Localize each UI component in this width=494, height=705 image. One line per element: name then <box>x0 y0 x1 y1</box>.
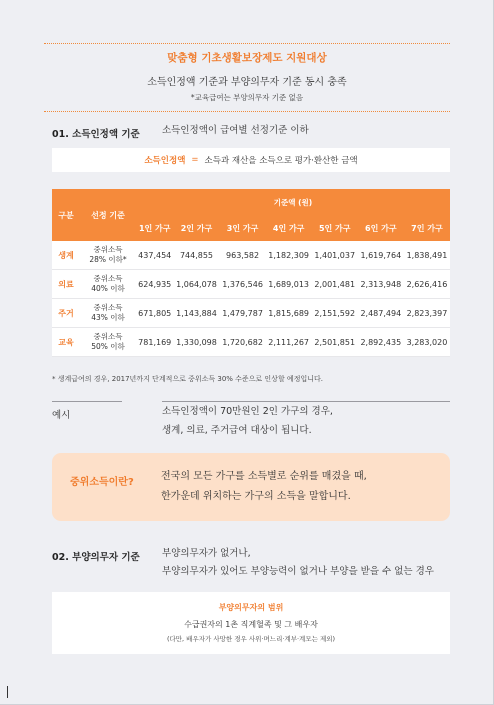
definition-keyword: 소득인정액 <box>144 156 186 166</box>
selection-basis-line: 28% 이하* <box>89 255 127 264</box>
example-text <box>162 402 333 440</box>
selection-basis <box>80 299 136 328</box>
definition-box <box>52 148 450 172</box>
definition-equals: = <box>191 155 199 165</box>
table-row <box>52 299 450 328</box>
amount-cell: 2,626,416 <box>404 270 450 299</box>
table-row <box>52 241 450 270</box>
amount-cell: 2,823,397 <box>404 299 450 328</box>
benefit-category: 교육 <box>52 328 80 357</box>
selection-basis <box>80 328 136 357</box>
crop-mark <box>7 686 8 698</box>
selection-basis-line: 중위소득 <box>93 332 123 341</box>
dependents-heading: 부양의무자의 범위 <box>218 603 284 612</box>
amount-cell: 1,689,013 <box>266 270 312 299</box>
callout-answer <box>161 467 367 507</box>
section2-text <box>162 545 434 581</box>
selection-basis-line: 43% 이하 <box>91 313 125 322</box>
example-line-2: 생계, 의료, 주거급여 대상이 됩니다. <box>162 425 312 436</box>
section1-text: 소득인정액이 급여별 선정기준 이하 <box>162 125 309 136</box>
amount-cell: 437,454 <box>136 241 173 270</box>
callout-question: 중위소득이란? <box>70 477 134 488</box>
callout-line-2: 한가운데 위치하는 가구의 소득을 말합니다. <box>161 491 351 502</box>
selection-basis <box>80 270 136 299</box>
table-footnote: * 생계급여의 경우, 2017년까지 단계적으로 중위소득 30% 수준으로 인상할 예정입니다. <box>52 375 323 383</box>
household-header-4: 4인 가구 <box>266 215 312 241</box>
amount-cell: 1,330,098 <box>173 328 219 357</box>
selection-basis-line: 40% 이하 <box>91 284 125 293</box>
household-header-1: 1인 가구 <box>136 215 173 241</box>
header-bottom-divider <box>44 111 450 112</box>
definition-text: 소득과 재산을 소득으로 평가·환산한 금액 <box>204 156 358 166</box>
amount-cell: 624,935 <box>136 270 173 299</box>
median-income-callout <box>52 453 450 521</box>
amount-cell: 2,892,435 <box>358 328 404 357</box>
amount-cell: 671,805 <box>136 299 173 328</box>
amount-cell: 2,501,851 <box>312 328 358 357</box>
amount-cell: 2,313,948 <box>358 270 404 299</box>
example-line-1: 소득인정액이 70만원인 2인 가구의 경우, <box>162 406 333 417</box>
amount-cell: 1,720,682 <box>220 328 266 357</box>
table-row <box>52 270 450 299</box>
amount-cell: 2,151,592 <box>312 299 358 328</box>
dependents-box <box>52 592 450 654</box>
selection-basis <box>80 241 136 270</box>
selection-basis-line: 중위소득 <box>93 245 123 254</box>
section2-heading: 02. 부양의무자 기준 <box>52 552 140 563</box>
dependents-line-1: 수급권자의 1촌 직계혈족 및 그 배우자 <box>184 620 318 629</box>
household-header-2: 2인 가구 <box>173 215 219 241</box>
amount-cell: 744,855 <box>173 241 219 270</box>
header-top-divider <box>44 43 450 44</box>
amount-cell: 1,838,491 <box>404 241 450 270</box>
benefit-category: 의료 <box>52 270 80 299</box>
household-header-7: 7인 가구 <box>404 215 450 241</box>
selection-basis-line: 중위소득 <box>93 274 123 283</box>
page-title: 맞춤형 기초생활보장제도 지원대상 <box>167 52 327 64</box>
amount-cell: 1,376,546 <box>220 270 266 299</box>
table-row <box>52 328 450 357</box>
section2-line-1: 부양의무자가 없거나, <box>162 548 251 559</box>
callout-line-1: 전국의 모든 가구를 소득별로 순위를 매겼을 때, <box>161 471 367 482</box>
household-header-5: 5인 가구 <box>312 215 358 241</box>
income-standard-table <box>52 189 450 357</box>
selection-basis-line: 중위소득 <box>93 303 123 312</box>
dependents-line-2: (다만, 배우자가 사망한 경우 사위·며느리·계부·계모는 제외) <box>166 635 336 643</box>
amount-cell: 781,169 <box>136 328 173 357</box>
amount-cell: 1,182,309 <box>266 241 312 270</box>
col-basis-header: 선정 기준 <box>80 189 136 241</box>
example-label-rule <box>52 401 122 402</box>
section1-heading: 01. 소득인정액 기준 <box>52 129 140 140</box>
amount-cell: 1,064,078 <box>173 270 219 299</box>
example-label: 예시 <box>52 410 71 421</box>
page-subtitle: 소득인정액 기준과 부양의무자 기준 동시 충족 <box>147 77 347 88</box>
amount-cell: 1,479,787 <box>220 299 266 328</box>
amount-cell: 1,815,689 <box>266 299 312 328</box>
household-header-3: 3인 가구 <box>220 215 266 241</box>
amount-group-header: 기준액 (원) <box>136 189 450 215</box>
benefit-category: 주거 <box>52 299 80 328</box>
amount-cell: 2,001,481 <box>312 270 358 299</box>
amount-cell: 1,401,037 <box>312 241 358 270</box>
amount-cell: 2,487,494 <box>358 299 404 328</box>
benefit-category: 생계 <box>52 241 80 270</box>
amount-cell: 963,582 <box>220 241 266 270</box>
amount-cell: 2,111,267 <box>266 328 312 357</box>
header-note: *교육급여는 부양의무자 기준 없음 <box>190 93 304 102</box>
section2-line-2: 부양의무자가 있어도 부양능력이 없거나 부양을 받을 수 없는 경우 <box>162 566 434 577</box>
selection-basis-line: 50% 이하 <box>91 342 125 351</box>
household-header-6: 6인 가구 <box>358 215 404 241</box>
amount-cell: 1,143,884 <box>173 299 219 328</box>
col-type-header: 구분 <box>52 189 80 241</box>
amount-cell: 1,619,764 <box>358 241 404 270</box>
amount-cell: 3,283,020 <box>404 328 450 357</box>
